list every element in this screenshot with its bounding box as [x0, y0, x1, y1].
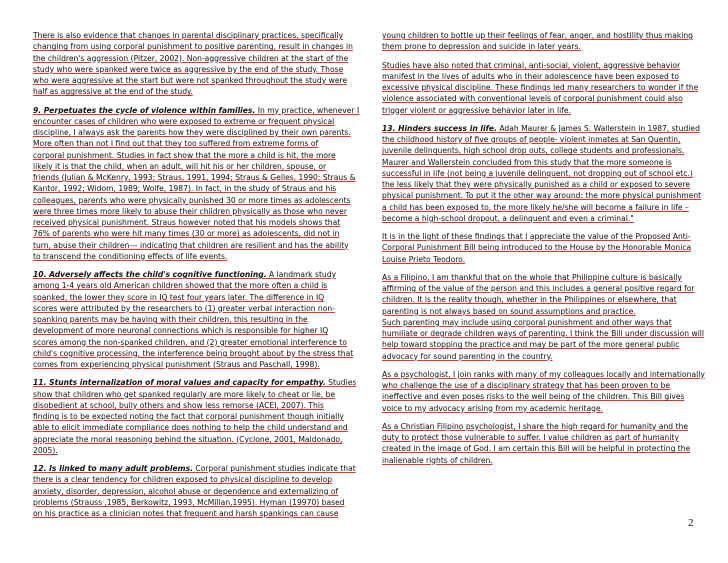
text-line: to transcend the conditioning effects of life events.	[33, 251, 228, 261]
right-column	[382, 30, 716, 473]
text-line: advocacy for sound parenting in the country.	[382, 351, 553, 361]
section-heading: 12. Is linked to many adult problems.	[33, 464, 193, 473]
heading-continuation: Adah Maurer & James S. Wallerstein in 1987, studied	[496, 123, 700, 133]
text-line: likely it is that the child, when an adult, will hit his or her children, spouse, or	[33, 161, 327, 171]
text-line: voice to my advocacy arising from my academic heritage.	[382, 403, 604, 413]
page-number: 2	[688, 517, 694, 529]
text-line: Louise Prieto Teodoro.	[382, 254, 466, 264]
text-line: a child has been exposed to, the more likely he/she will become a failure in life –	[382, 202, 689, 212]
text-line: Studies have also noted that criminal, anti-social, violent, aggressive behavior	[382, 60, 681, 70]
text-line: corporal punishment. Studies in fact show that the more a child is hit, the more	[33, 150, 336, 160]
text-line: comes from experiencing physical punishment (Straus and Paschall, 1998).	[33, 360, 320, 369]
text-line: created in the image of God. I am certain this Bill will be helpful in protecting the	[382, 444, 691, 454]
text-line: physical punishment. To put it the other way around: the more physical punishment	[382, 191, 702, 201]
text-line: As a psychologist, I join ranks with many of my colleagues locally and internationally	[382, 369, 705, 379]
text-line: there is a clear tendency for children exposed to physical discipline to develop	[33, 475, 333, 485]
paragraph-adult-problems	[33, 463, 363, 519]
text-line: inalienable rights of children.	[382, 455, 493, 465]
text-line: humiliate or degrade children ways of parenting. I think the Bill under discussion will	[382, 329, 705, 338]
heading-line	[33, 463, 363, 474]
heading-continuation: Studies	[325, 378, 357, 388]
left-column	[33, 30, 363, 526]
section-heading: 9. Perpetuates the cycle of violence within families.	[33, 105, 256, 115]
text-line: spanking parents may be having with their children, this resulting in the	[33, 315, 308, 324]
heading-line	[33, 377, 363, 388]
text-line: received physical punishment. Straus however noted that his models shows that	[33, 218, 341, 227]
text-line: violence associated with conventional levels of corporal punishment could also	[382, 94, 683, 104]
text-line: development of more neuronal connections which is responsible for higher IQ	[33, 326, 329, 336]
text-line: excessive physical discipline. These findings led many researchers to wonder if the	[382, 83, 699, 92]
text-line: anxiety, disorder, depression, alcohol abuse or dependence and externalizing of	[33, 486, 339, 496]
text-line: successful in life (not being a juvenile delinquent, not dropping out of school etc.)	[382, 168, 693, 178]
text-line: help toward stopping the practice and may be part of the more general public	[382, 340, 680, 350]
text-line: duty to protect those vulnerable to suffer. I value children as part of humanity	[382, 433, 679, 442]
heading-line	[33, 105, 363, 116]
text-line: study who were spanked were twice as aggressive by the end of the study. Those	[33, 64, 344, 74]
text-line: the children's aggression (Pitzer, 2002). Non-aggressive children at the start of the	[33, 53, 349, 63]
text-line: among 1-4 years old American children showed that the more often a child is	[33, 281, 328, 291]
text-line: become a high-school dropout, a delinquent and even a criminal."	[382, 213, 634, 223]
heading-line	[33, 269, 363, 280]
text-line: on his practice as a clinician notes that frequent and harsh spankings can cause	[33, 509, 339, 518]
text-line: parenting is not always based on sound assumptions and practice.	[382, 306, 636, 316]
text-line: spanked, the lower they score in IQ test four years later. The difference in IQ	[33, 292, 325, 302]
section-heading: 11. Stunts internalization of moral values and capacity for empathy.	[33, 378, 326, 388]
text-line: 76% of parents who were hit many times (30 or more) as adolescents, did not in	[33, 229, 340, 239]
text-line: them prone to depression and suicide in later years.	[382, 42, 581, 52]
heading-line	[382, 123, 716, 134]
paragraph-filipino-culture	[382, 272, 716, 362]
text-line: child's cognitive processing, the interference being brought about by the stress that	[33, 348, 354, 358]
text-line: friends (Julian & McKenry, 1993; Straus, 1991, 1994; Straus & Gelles, 1990; Straus &	[33, 173, 356, 182]
text-line: affirming of the value of the person and this includes a general positive regard for	[382, 284, 695, 293]
text-line: 2005).	[33, 445, 58, 455]
text-line: the less likely that they were physically punished as a child or exposed to severe	[382, 180, 691, 189]
text-line: Maurer and Wallerstein concluded from this study that the more someone is	[382, 157, 672, 167]
heading-continuation: In my practice, whenever I	[255, 105, 360, 115]
text-line: appreciate the moral reasoning behind the situation. (Cyclone, 2001, Maldonado,	[33, 434, 343, 444]
text-line: half as aggressive at the end of the study.	[33, 87, 193, 97]
heading-continuation: A landmark study	[266, 270, 337, 279]
paragraph-christian-filipino	[382, 421, 716, 466]
text-line: young children to bottle up their feelings of fear, anger, and hostility thus making	[382, 31, 693, 40]
text-line: Corporal Punishment Bill being introduced to the House by the Honorable Monica	[382, 243, 692, 253]
text-line: scores among the non-spanked children, and (2) greater emotional interference to	[33, 337, 347, 347]
text-line: encounter cases of children who were exposed to extreme or frequent physical	[33, 116, 335, 126]
text-line: As a Christian Filipino psychologist, I share the high regard for humanity and the	[382, 421, 688, 431]
paragraph-cognitive-functioning	[33, 269, 363, 370]
paragraph-success-in-life	[382, 123, 716, 224]
text-line: scores were attributed by the researchers to (1) greater verbal interaction non-	[33, 303, 335, 313]
text-line: problems (Strauss ,1985, Berkowitz, 1993, McMillan,1995). Hyman (19970) based	[33, 497, 345, 507]
text-line: who were aggressive at the start but were not spanked throughout the study were	[33, 76, 348, 85]
paragraph-proposed-bill	[382, 231, 716, 265]
text-line: Kantor, 1992; Widom, 1989; Wolfe, 1987). In fact, in the study of Straus and his	[33, 184, 337, 194]
text-line: Such parenting may include using corporal punishment and other ways that	[382, 317, 672, 327]
text-line: turn, abuse their children--- indicating that children are resilient and has the ability	[33, 240, 349, 250]
text-line: were three times more likely to abuse their children physically as those who never	[33, 206, 347, 216]
paragraph-bottle-up-feelings	[382, 30, 716, 53]
text-line: ineffective and even poses risks to the well being of the children. This Bill gives	[382, 392, 685, 402]
text-line: discipline, I always ask the parents how they were disciplined by their own parents.	[33, 128, 351, 137]
heading-continuation: Corporal punishment studies indicate that	[192, 464, 356, 473]
text-line: children. It is the reality though, whether in the Philippines or elsewhere, that	[382, 295, 677, 305]
text-line: It is in the light of these findings that I appreciate the value of the Proposed Anti-	[382, 232, 691, 241]
text-line: the childhood history of five groups of people- violent inmates at San Quentin,	[382, 135, 681, 144]
text-line: who challenge the use of a disciplinary strategy that has been proven to be	[382, 381, 671, 390]
text-line: juvenile delinquents, high school drop outs, college students and professionals.	[382, 146, 685, 156]
text-line: There is also evidence that changes in parental disciplinary practices, specifically	[33, 31, 344, 40]
paragraph-pitzer	[33, 30, 363, 98]
text-line: able to elicit immediate compliance does nothing to help the child understand and	[33, 423, 348, 433]
paragraph-moral-values	[33, 377, 363, 456]
text-line: More often than not I find out that they too suffered from extreme forms of	[33, 139, 319, 149]
text-line: show that children who get spanked regularly are more likely to cheat or lie, be	[33, 389, 336, 399]
text-line: colleagues, parents who were physically punished 30 or more times as adolescents	[33, 195, 351, 205]
text-line: finding is to be expected noting the fact that corporal punishment though initially	[33, 412, 344, 421]
text-line: changing from using corporal punishment to positive parenting, result in changes in	[33, 42, 353, 52]
section-heading: 10. Adversely affects the child's cognitive functioning.	[33, 270, 267, 279]
section-heading: 13. Hinders success in life.	[382, 123, 497, 133]
paragraph-psychologist	[382, 369, 716, 414]
text-line: As a Filipino, I am thankful that on the whole that Philippine culture is basically	[382, 272, 682, 282]
text-line: trigger violent or aggressive behavior later in life.	[382, 105, 572, 115]
text-line: disobedient at school, bully others and show less remorse (ACEI, 2007). This	[33, 400, 324, 410]
paragraph-cycle-of-violence	[33, 105, 363, 263]
paragraph-criminal-behavior	[382, 60, 716, 116]
text-line: manifest in the lives of adults who in their adolescence have been exposed to	[382, 71, 679, 81]
